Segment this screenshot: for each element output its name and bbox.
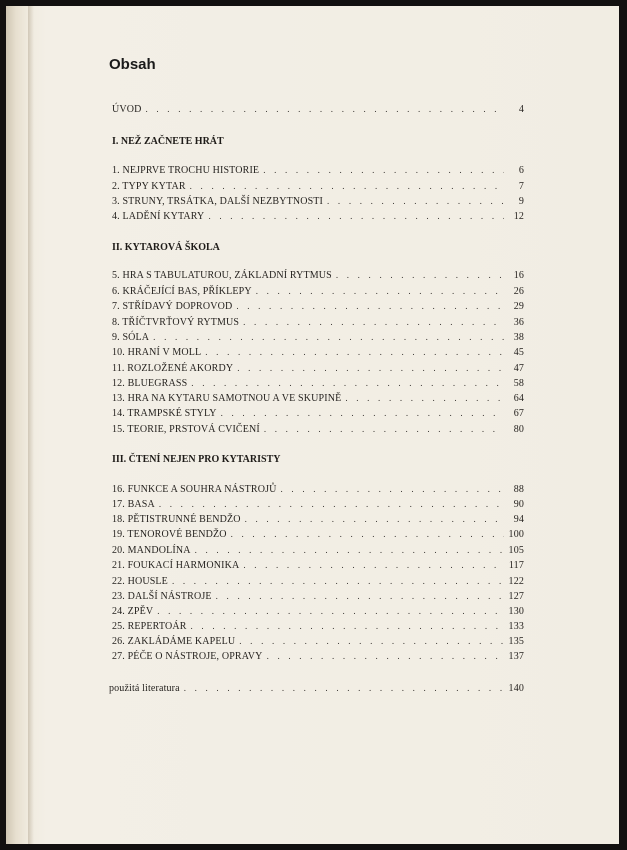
- toc-entry-label: 10. HRANÍ V MOLL: [112, 347, 202, 358]
- toc-entry-label: 1. NEJPRVE TROCHU HISTORIE: [112, 165, 260, 176]
- toc-entry-page: 133: [508, 621, 524, 632]
- toc-entry: [112, 378, 524, 392]
- dot-leader: [263, 165, 504, 175]
- dot-leader: [191, 378, 504, 388]
- toc-entry: [112, 424, 524, 438]
- toc-entry: [112, 317, 524, 331]
- toc-entry-label: 27. PÉČE O NÁSTROJE, OPRAVY: [112, 651, 263, 662]
- toc-entry-page: 26: [513, 286, 524, 297]
- section-heading-2: II. KYTAROVÁ ŠKOLA: [112, 242, 220, 253]
- dot-leader: [195, 545, 504, 555]
- toc-entry-label: 6. KRÁČEJÍCÍ BAS, PŘÍKLEPY: [112, 286, 252, 297]
- toc-entry-label: použitá literatura: [109, 683, 180, 694]
- toc-entry: [112, 651, 524, 665]
- dot-leader: [264, 424, 504, 434]
- toc-entry-label: ÚVOD: [112, 104, 142, 115]
- toc-entry-label: 7. STŘÍDAVÝ DOPROVOD: [112, 301, 233, 312]
- toc-entry: [112, 514, 524, 528]
- toc-entry-page: 130: [508, 606, 524, 617]
- toc-entry: [112, 560, 524, 574]
- dot-leader: [191, 621, 504, 631]
- toc-entry: [112, 545, 524, 559]
- toc-entry: [112, 591, 524, 605]
- dot-leader: [157, 606, 504, 616]
- page-gutter-shadow: [28, 6, 34, 844]
- toc-entry-literature: [109, 683, 524, 697]
- toc-entry-label: 14. TRAMPSKÉ STYLY: [112, 408, 217, 419]
- dot-leader: [267, 651, 504, 661]
- toc-entry: [112, 636, 524, 650]
- toc-entry: [112, 484, 524, 498]
- page-title: Obsah: [109, 56, 156, 73]
- section-heading-3: III. ČTENÍ NEJEN PRO KYTARISTY: [112, 454, 281, 465]
- toc-entry: [112, 301, 524, 315]
- toc-entry-label: 18. PĚTISTRUNNÉ BENDŽO: [112, 514, 241, 525]
- dot-leader: [256, 286, 504, 296]
- toc-entry-label: 13. HRA NA KYTARU SAMOTNOU A VE SKUPINĚ: [112, 393, 342, 404]
- toc-entry-label: 23. DALŠÍ NÁSTROJE: [112, 591, 212, 602]
- toc-entry-label: 26. ZAKLÁDÁME KAPELU: [112, 636, 236, 647]
- toc-entry-label: 8. TŘÍČTVRŤOVÝ RYTMUS: [112, 317, 240, 328]
- toc-entry-page: 45: [513, 347, 524, 358]
- toc-entry-label: 24. ZPĚV: [112, 606, 154, 617]
- dot-leader: [205, 347, 504, 357]
- dot-leader: [236, 301, 504, 311]
- toc-entry-label: 22. HOUSLE: [112, 576, 168, 587]
- dot-leader: [153, 332, 504, 342]
- toc-entry: [112, 408, 524, 422]
- toc-entry: [112, 621, 524, 635]
- toc-entry-label: 2. TYPY KYTAR: [112, 181, 186, 192]
- toc-entry-page: 100: [508, 529, 524, 540]
- toc-entry-page: 117: [508, 560, 524, 571]
- dot-leader: [237, 363, 504, 373]
- toc-entry-label: 20. MANDOLÍNA: [112, 545, 191, 556]
- dot-leader: [243, 560, 504, 570]
- toc-entry: [112, 576, 524, 590]
- toc-entry-label: 17. BASA: [112, 499, 155, 510]
- section-heading-1: I. NEŽ ZAČNETE HRÁT: [112, 136, 224, 147]
- toc-entry-page: 38: [513, 332, 524, 343]
- toc-entry: [112, 529, 524, 543]
- toc-entry-page: 122: [508, 576, 524, 587]
- toc-entry-page: 58: [513, 378, 524, 389]
- toc-entry-label: 21. FOUKACÍ HARMONIKA: [112, 560, 240, 571]
- dot-leader: [216, 591, 504, 601]
- toc-entry-page: 80: [513, 424, 524, 435]
- toc-entry-label: 15. TEORIE, PRSTOVÁ CVIČENÍ: [112, 424, 260, 435]
- toc-entry: [112, 165, 524, 179]
- toc-entry-page: 4: [518, 104, 524, 115]
- toc-entry: [112, 181, 524, 195]
- toc-entry-page: 6: [518, 165, 524, 176]
- toc-entry-page: 88: [513, 484, 524, 495]
- toc-entry-page: 36: [513, 317, 524, 328]
- toc-entry-label: 4. LADĚNÍ KYTARY: [112, 211, 205, 222]
- toc-entry-page: 137: [508, 651, 524, 662]
- dot-leader: [221, 408, 504, 418]
- dot-leader: [327, 196, 504, 206]
- toc-entry: [112, 606, 524, 620]
- dot-leader: [190, 181, 504, 191]
- dot-leader: [239, 636, 504, 646]
- dot-leader: [184, 683, 504, 693]
- toc-entry-intro: [112, 104, 524, 118]
- toc-entry-page: 105: [508, 545, 524, 556]
- toc-entry-page: 16: [513, 270, 524, 281]
- toc-entry: [112, 332, 524, 346]
- toc-entry-page: 135: [508, 636, 524, 647]
- toc-entry-label: 25. REPERTOÁR: [112, 621, 187, 632]
- toc-entry-page: 90: [513, 499, 524, 510]
- toc-entry-page: 94: [513, 514, 524, 525]
- toc-entry-page: 64: [513, 393, 524, 404]
- toc-entry: [112, 499, 524, 513]
- toc-entry-label: 19. TENOROVÉ BENDŽO: [112, 529, 227, 540]
- toc-entry: [112, 347, 524, 361]
- dot-leader: [231, 529, 504, 539]
- toc-entry-page: 127: [508, 591, 524, 602]
- toc-entry-label: 5. HRA S TABULATUROU, ZÁKLADNÍ RYTMUS: [112, 270, 332, 281]
- toc-entry-page: 29: [513, 301, 524, 312]
- dot-leader: [281, 484, 504, 494]
- toc-entry: [112, 363, 524, 377]
- toc-entry-label: 3. STRUNY, TRSÁTKA, DALŠÍ NEZBYTNOSTI: [112, 196, 324, 207]
- dot-leader: [336, 270, 504, 280]
- dot-leader: [243, 317, 504, 327]
- toc-entry: [112, 286, 524, 300]
- toc-entry-page: 7: [518, 181, 524, 192]
- toc-entry-page: 140: [508, 683, 524, 694]
- toc-entry-label: 16. FUNKCE A SOUHRA NÁSTROJŮ: [112, 484, 277, 495]
- toc-entry-label: 12. BLUEGRASS: [112, 378, 188, 389]
- dot-leader: [245, 514, 504, 524]
- toc-entry: [112, 211, 524, 225]
- book-page: [6, 6, 619, 844]
- toc-entry-page: 12: [513, 211, 524, 222]
- dot-leader: [345, 393, 504, 403]
- toc-entry: [112, 196, 524, 210]
- toc-entry-label: 11. ROZLOŽENÉ AKORDY: [112, 363, 234, 374]
- toc-entry: [112, 393, 524, 407]
- dot-leader: [159, 499, 504, 509]
- dot-leader: [172, 576, 504, 586]
- toc-entry-page: 9: [518, 196, 524, 207]
- toc-entry: [112, 270, 524, 284]
- dot-leader: [146, 104, 505, 114]
- toc-entry-page: 47: [513, 363, 524, 374]
- toc-entry-label: 9. SÓLA: [112, 332, 150, 343]
- dot-leader: [208, 211, 504, 221]
- toc-entry-page: 67: [513, 408, 524, 419]
